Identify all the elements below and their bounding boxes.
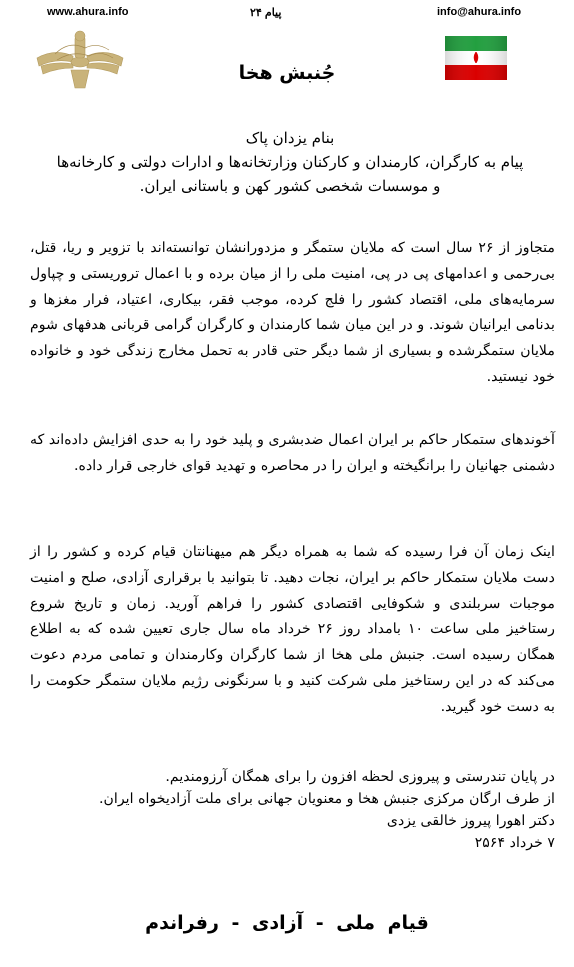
- closing-signatory: دکتر اهورا پیروز خالقی یزدی: [386, 813, 555, 829]
- slogan: قیام ملی - آزادی - رفراندم: [145, 912, 429, 934]
- closing-date: ۷ خرداد ۲۵۶۴: [474, 835, 555, 851]
- page-header: [0, 0, 574, 20]
- closing-wish: در پایان تندرستی و پیروزی لحظه افزون را برای همگان آرزومندیم.: [165, 769, 555, 785]
- page-title: جُنبش هخا: [238, 62, 336, 84]
- body-paragraph-1: متجاوز از ۲۶ سال است که ملایان ستمگر و مزدورانشان توانسته‌اند با تزویر و ریا، قتل، بی‌رحمی و اعدامهای پی در پی، امنیت ملی را از میان برده و با اعمال تروریستی و چپاول سرمایه‌های ملی، اقتصاد کشور را فلج کرده، موجب فقر، بیکاری، اعتیاد، فرار مغزها و بدنامی ایرانیان شوند. و در این میان شما کارمندان و کارگران گرامی قربانی هدفهای شوم ملایان ستمگرشده و بسیاری از شما دیگر حتی قادر به تحمل مخارج زندگی خود و خانواده خود نیستید.: [30, 240, 555, 385]
- body-paragraph-2: آخوندهای ستمکار حاکم بر ایران اعمال ضدبشری و پلید خود را به حدی افزایش داده‌اند که دشمنی جهانیان را برانگیخته و ایران را در محاصره و تهدید قوای خارجی قرار داده.: [30, 432, 555, 474]
- body-paragraph-3: اینک زمان آن فرا رسیده که شما به همراه دیگر هم میهنانتان قیام کرده و کشور را از دست ملایان ستمکار حاکم بر ایران، نجات دهید. تا بتوانید با برقراری آزادی، صلح و امنیت موجبات سربلندی و شکوفایی اقتصادی کشور را فراهم آورید. زمان و تاریخ شروع رستاخیز ملی ساعت ۱۰ بامداد روز ۲۶ خرداد ماه سال جاری تعیین شده که به اطلاع همگان رسیده است. جنبش ملی هخا از شما کارگران وکارمندان و تمامی مردم دعوت می‌کند که در این رستاخیز ملی شرکت کنید و با سرنگونی رژیم ملایان ستمگر حکومت را به دست خود گیرید.: [30, 544, 555, 715]
- opening-address-line-2: و موسسات شخصی کشور کهن و باستانی ایران.: [139, 177, 441, 195]
- issue-label: پیام ۲۴: [250, 7, 282, 19]
- closing-block: [30, 766, 555, 854]
- closing-sender: از طرف ارگان مرکزی جنبش هخا و معنویان جهانی برای ملت آزادیخواه ایران.: [98, 791, 555, 807]
- opening-address-line-1: پیام به کارگران، کارمندان و کارکنان وزارتخانه‌ها و ادارات دولتی و کارخانه‌ها: [56, 153, 524, 171]
- opening-block: [30, 126, 550, 198]
- email-link[interactable]: info@ahura.info: [437, 6, 522, 18]
- website-link[interactable]: www.ahura.info: [47, 6, 129, 18]
- opening-salutation: بنام یزدان پاک: [245, 129, 335, 147]
